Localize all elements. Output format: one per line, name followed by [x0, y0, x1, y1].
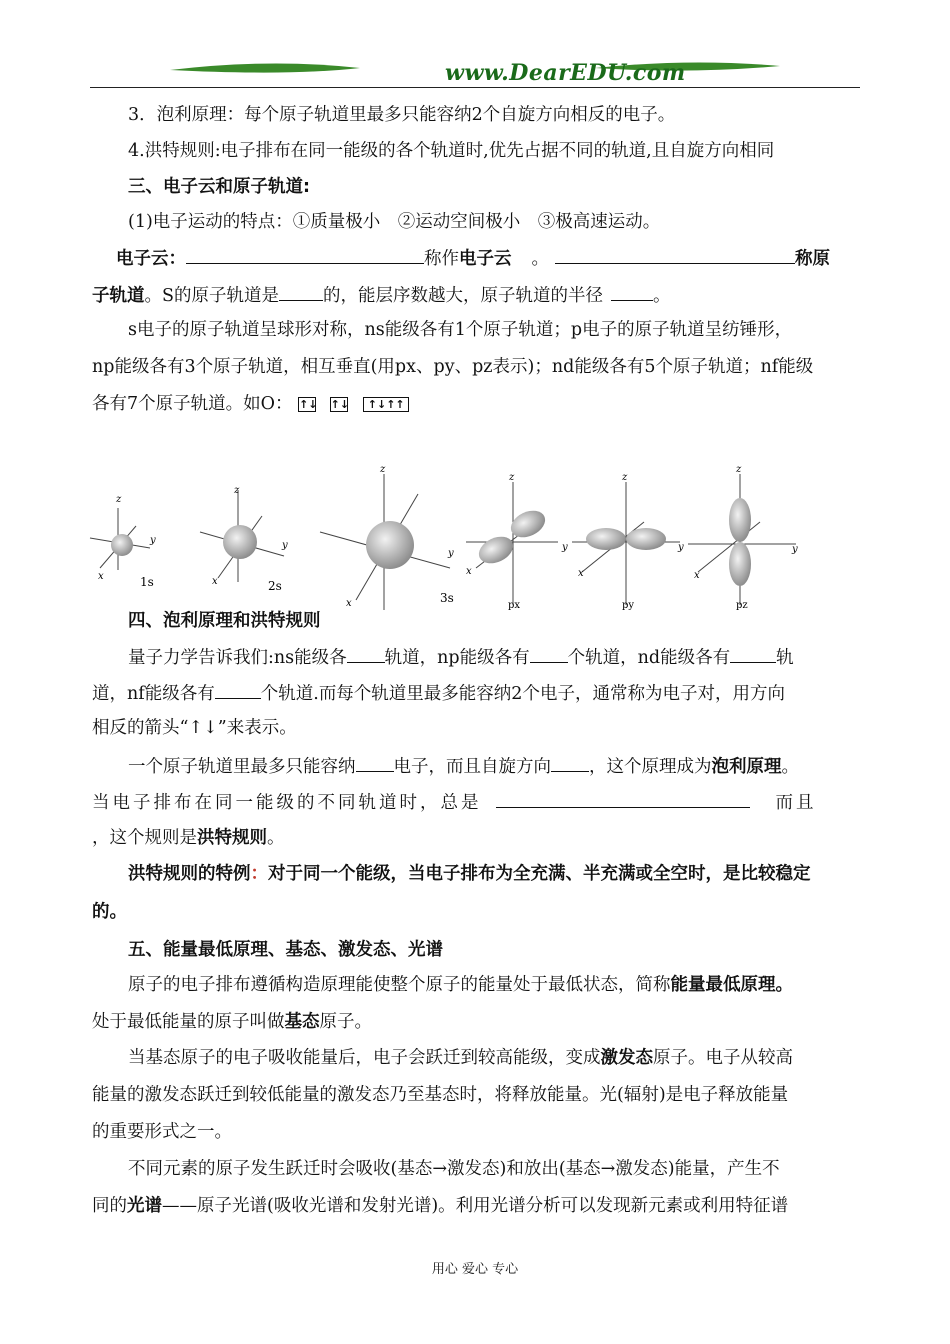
axis-label-y: y: [282, 540, 288, 551]
orbital-3s: [320, 474, 450, 610]
text: 的，能层序数越大，原子轨道的半径: [323, 286, 603, 306]
fill-blank[interactable]: [279, 282, 323, 301]
text: 原子。电子从较高: [653, 1048, 793, 1068]
fill-blank[interactable]: [215, 680, 261, 699]
section-heading-3: 三、电子云和原子轨道:: [128, 177, 310, 197]
text: ——原子光谱(吸收光谱和发射光谱)。利用光谱分析可以发现新元素或利用特征谱: [162, 1196, 789, 1216]
paragraph-hund-special-end: 的。: [92, 902, 127, 922]
text: 一个原子轨道里最多只能容纳: [128, 757, 356, 777]
text: 轨道，np能级各有: [384, 648, 530, 668]
paragraph-electron-cloud: [116, 245, 886, 271]
paragraph-oxygen-example: [92, 392, 862, 416]
text: 处于最低能量的原子叫做: [92, 1012, 285, 1032]
term-hund: 洪特规则: [197, 828, 267, 848]
axis-label-z: z: [380, 464, 386, 475]
paragraph-arrows: 相反的箭头“↑↓”来表示。: [92, 718, 297, 738]
term-electron-cloud: 电子云：: [116, 249, 186, 269]
text: 同的: [92, 1196, 127, 1216]
text: 量子力学告诉我们:ns能级各: [128, 648, 347, 668]
text: 称作: [424, 249, 459, 269]
orbital-1s: [90, 508, 150, 570]
orbital-py: [572, 482, 680, 605]
paragraph-hund-rule: [92, 789, 862, 815]
term-pauli: 泡利原理: [711, 757, 782, 777]
axis-label-z: z: [622, 472, 628, 483]
page-header: [90, 56, 860, 90]
text: 对于同一个能级，当电子排布为全充满、半充满或全空时，是比较稳定: [268, 864, 811, 884]
paragraph-lowest-energy: [92, 973, 898, 997]
fill-blank[interactable]: [555, 245, 795, 264]
text: 。: [781, 757, 799, 777]
text: 个轨道.而每个轨道里最多能容纳2个电子，通常称为电子对，用方向: [260, 684, 785, 704]
term-excited-state: 激发态: [600, 1048, 653, 1068]
text: 。: [267, 828, 285, 848]
axis-label-y: y: [448, 548, 454, 559]
fill-blank[interactable]: [496, 789, 750, 808]
fill-blank[interactable]: [356, 753, 394, 772]
label-px: px: [508, 600, 521, 611]
axis-label-x: x: [346, 598, 352, 609]
text: ：: [250, 864, 268, 884]
text: 。: [531, 249, 549, 269]
axis-label-y: y: [792, 544, 798, 555]
axis-label-z: z: [234, 485, 240, 496]
text: 。: [653, 286, 671, 306]
axis-label-z: z: [509, 472, 515, 483]
label-2s: 2s: [268, 579, 282, 593]
orbital-shapes-figure: [88, 460, 808, 620]
paragraph-pauli-principle: [92, 753, 898, 779]
axis-label-x: x: [98, 571, 104, 582]
axis-label-y: y: [150, 535, 156, 546]
paragraph-orbital-counts: np能级各有3个原子轨道，相互垂直(用px、py、pz表示)；nd能级各有5个原子轨道；nf能级: [92, 357, 814, 377]
orbital-box-2s: ↑↓: [330, 398, 350, 411]
orbital-box-1s: ↑↓: [299, 398, 318, 411]
term-ground-state: 基态: [284, 1012, 320, 1032]
fill-blank[interactable]: [730, 644, 776, 663]
axis-label-x: x: [694, 570, 700, 581]
text: 轨: [776, 648, 794, 668]
section-heading-5: 五、能量最低原理、基态、激发态、光谱: [128, 940, 443, 960]
label-pz: pz: [736, 600, 748, 611]
label-py: py: [622, 600, 635, 611]
label-1s: 1s: [140, 575, 154, 589]
paragraph-hund-special: [92, 862, 898, 886]
fill-blank[interactable]: [186, 245, 424, 264]
text: ，这个规则是: [92, 828, 197, 848]
fill-blank[interactable]: [347, 644, 385, 663]
label-3s: 3s: [440, 591, 454, 605]
page-footer: 用心 爱心 专心: [431, 1262, 519, 1277]
fill-blank[interactable]: [551, 753, 589, 772]
section-heading-4: 四、泡利原理和洪特规则: [128, 611, 321, 631]
axis-label-x: x: [578, 568, 584, 579]
term-spectrum: 光谱: [127, 1196, 162, 1216]
text: ，这个原理成为: [589, 757, 712, 777]
paragraph-quantum-cont: [92, 680, 862, 706]
text: 原子。: [319, 1012, 372, 1032]
text: 当电子排布在同一能级的不同轨道时，总是: [92, 793, 482, 813]
text: 个轨道，nd能级各有: [567, 648, 731, 668]
orbital-box-2p: ↑↓↑↑: [363, 397, 409, 412]
axis-label-z: z: [116, 494, 122, 505]
axis-label-z: z: [736, 464, 742, 475]
paragraph-ground-state: [92, 1010, 862, 1034]
site-logo[interactable]: www.DearEDU.com: [445, 60, 686, 86]
orbital-2s: [200, 490, 284, 582]
orbital-px: [466, 482, 558, 605]
term-electron-cloud-2: 电子云: [459, 249, 512, 269]
text: 各有7个原子轨道。如O：: [92, 394, 293, 414]
paragraph-excited-end: 的重要形式之一。: [92, 1122, 232, 1142]
axis-label-x: x: [212, 576, 218, 587]
paragraph-spectra: 不同元素的原子发生跃迁时会吸收(基态→激发态)和放出(基态→激发态)能量，产生不: [128, 1159, 780, 1179]
fill-blank[interactable]: [611, 282, 653, 301]
text: 原子的电子排布遵循构造原理能使整个原子的能量处于最低状态，简称: [128, 975, 671, 995]
paragraph-excited-cont: 能量的激发态跃迁到较低能量的激发态乃至基态时，将释放能量。光(辐射)是电子释放能量: [92, 1085, 789, 1105]
axis-label-x: x: [466, 566, 472, 577]
text: 电子，而且自旋方向: [393, 757, 551, 777]
term-atomic-orbital-2: 子轨道: [92, 286, 145, 306]
term-atomic-orbital: 称原: [795, 249, 830, 269]
fill-blank[interactable]: [530, 644, 568, 663]
paragraph-hund-rule-cont: [92, 826, 862, 850]
text: 道，nf能级各有: [92, 684, 215, 704]
paragraph-pauli: 3．泡利原理：每个原子轨道里最多只能容纳2个自旋方向相反的电子。: [128, 105, 676, 125]
paragraph-s-orbital: [92, 282, 862, 308]
text: 当基态原子的电子吸收能量后，电子会跃迁到较高能级，变成: [128, 1048, 601, 1068]
paragraph-quantum-intro: [92, 644, 898, 670]
paragraph-hund: 4.洪特规则:电子排布在同一能级的各个轨道时,优先占据不同的轨道,且自旋方向相同: [128, 141, 775, 161]
text: 洪特规则的特例: [128, 864, 251, 884]
paragraph-orbital-shapes: s电子的原子轨道呈球形对称，ns能级各有1个原子轨道；p电子的原子轨道呈纺锤形，: [128, 320, 793, 340]
text: 。S的原子轨道是: [144, 286, 279, 306]
term-lowest-energy: 能量最低原理。: [670, 975, 793, 995]
paragraph-excited-state: [92, 1046, 898, 1070]
axis-label-y: y: [562, 542, 568, 553]
text: 而且: [775, 793, 817, 813]
header-rule: [90, 87, 860, 88]
orbital-pz: [688, 474, 796, 605]
axis-label-y: y: [678, 542, 684, 553]
paragraph-spectra-cont: [92, 1194, 862, 1218]
paragraph-electron-motion: (1)电子运动的特点：①质量极小 ②运动空间极小 ③极高速运动。: [128, 212, 661, 232]
